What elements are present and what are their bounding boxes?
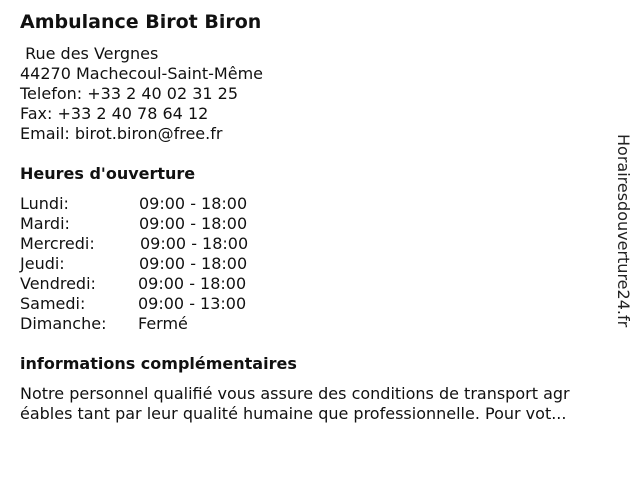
info-title: informations complémentaires: [20, 354, 297, 373]
day-label: Mardi:: [20, 214, 70, 233]
site-watermark: Horairesdouverture24.fr: [614, 134, 633, 328]
address-city: 44270 Machecoul-Saint-Même: [20, 64, 263, 83]
time-value: 09:00 - 18:00: [139, 194, 248, 213]
info-description: [20, 384, 620, 424]
time-value: 09:00 - 18:00: [140, 234, 249, 253]
contact-block: [20, 44, 263, 144]
info-line: éables tant par leur qualité humaine que professionnelle. Pour vot...: [20, 404, 567, 423]
phone-number: Telefon: +33 2 40 02 31 25: [20, 84, 239, 103]
hours-title: Heures d'ouverture: [20, 164, 196, 183]
time-value: 09:00 - 18:00: [138, 274, 247, 293]
day-label: Vendredi:: [20, 274, 96, 293]
time-value: Fermé: [138, 314, 188, 333]
time-value: 09:00 - 13:00: [138, 294, 247, 313]
info-line: Notre personnel qualifié vous assure des conditions de transport agr: [20, 384, 570, 403]
day-label: Dimanche:: [20, 314, 107, 333]
address-street: Rue des Vergnes: [20, 44, 159, 63]
time-value: 09:00 - 18:00: [139, 214, 248, 233]
email-address: Email: birot.biron@free.fr: [20, 124, 223, 143]
day-label: Mercredi:: [20, 234, 95, 253]
time-value: 09:00 - 18:00: [139, 254, 248, 273]
business-name: Ambulance Birot Biron: [20, 11, 262, 33]
day-label: Samedi:: [20, 294, 86, 313]
fax-number: Fax: +33 2 40 78 64 12: [20, 104, 209, 123]
day-label: Lundi:: [20, 194, 69, 213]
day-label: Jeudi:: [20, 254, 65, 273]
